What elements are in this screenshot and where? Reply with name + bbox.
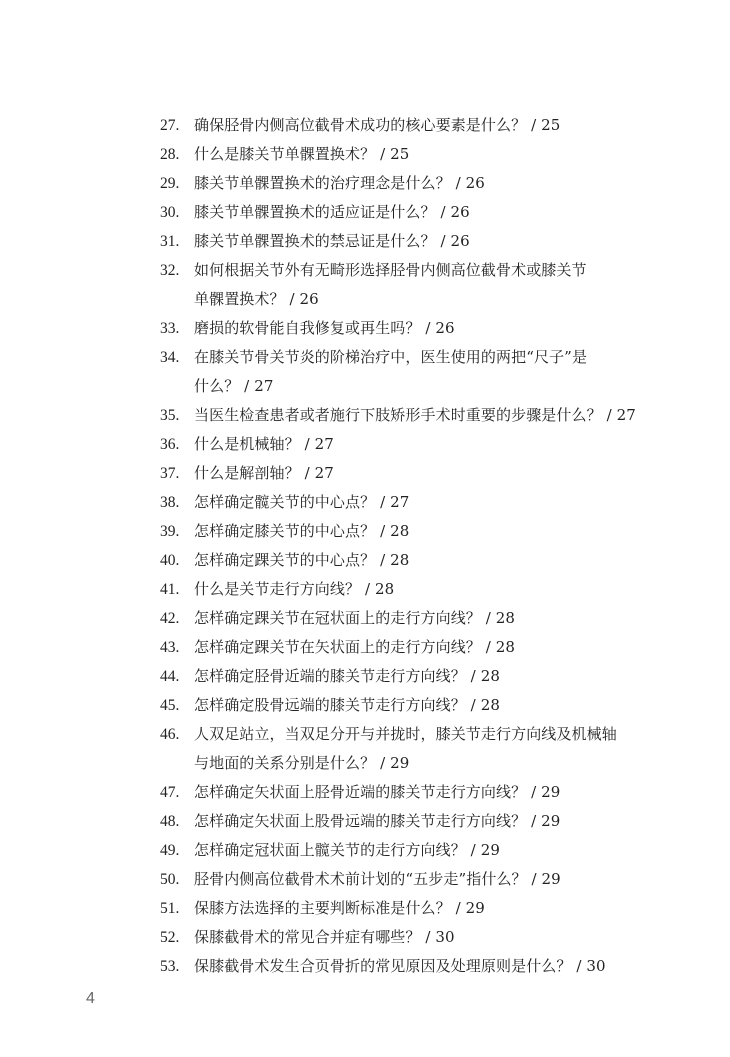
toc-entry (0, 807, 730, 836)
toc-entry (0, 923, 730, 952)
toc-entry-number: 46. (160, 726, 180, 743)
toc-entry-title: 怎样确定矢状面上股骨远端的膝关节走行方向线？ / 29 (194, 812, 561, 830)
toc-entry-number: 44. (160, 668, 180, 685)
toc-entry-number: 32. (160, 262, 180, 279)
toc-entry-line (0, 662, 730, 691)
toc-entry-number: 31. (160, 233, 180, 250)
toc-entry-title: 膝关节单髁置换术的适应证是什么？ / 26 (194, 203, 470, 221)
toc-entry (0, 430, 730, 459)
toc-entry-number: 30. (160, 204, 180, 221)
toc-entry-line (0, 604, 730, 633)
toc-entry-line (0, 314, 730, 343)
toc-entry-title: 怎样确定踝关节在矢状面上的走行方向线？ / 28 (194, 638, 516, 656)
toc-entry-line (0, 111, 730, 140)
toc-entry-line (0, 807, 730, 836)
toc-entry-number: 29. (160, 175, 180, 192)
toc-entry-title: 保膝截骨术发生合页骨折的常见原因及处理原则是什么？ / 30 (194, 957, 606, 975)
toc-entry-line (0, 343, 730, 372)
toc-entry-number: 42. (160, 610, 180, 627)
toc-entry-title: 当医生检查患者或者施行下肢矫形手术时重要的步骤是什么？ / 27 (194, 406, 636, 424)
toc-entry-title: 怎样确定踝关节的中心点？ / 28 (194, 551, 410, 569)
toc-entry-title: 怎样确定矢状面上胫骨近端的膝关节走行方向线？ / 29 (194, 783, 561, 801)
toc-entry-line (0, 401, 730, 430)
toc-entry-number: 52. (160, 929, 180, 946)
toc-entry-line (0, 256, 730, 285)
toc-entry-title: 怎样确定股骨远端的膝关节走行方向线？ / 28 (194, 696, 500, 714)
toc-entry-title: 怎样确定髋关节的中心点？ / 27 (194, 493, 410, 511)
toc-entry-number: 28. (160, 146, 180, 163)
toc-entry-title: 保膝方法选择的主要判断标准是什么？ / 29 (194, 899, 485, 917)
toc-entry-line (0, 285, 730, 314)
toc-entry-number: 47. (160, 784, 180, 801)
toc-entry-title: 单髁置换术？ / 26 (194, 290, 319, 308)
toc-entry-number: 38. (160, 494, 180, 511)
toc-entry-title: 怎样确定膝关节的中心点？ / 28 (194, 522, 410, 540)
toc-entry (0, 894, 730, 923)
toc-entry-title: 保膝截骨术的常见合并症有哪些？ / 30 (194, 928, 455, 946)
toc-entry (0, 256, 730, 314)
toc-entry-line (0, 778, 730, 807)
toc-entry-line (0, 923, 730, 952)
toc-entry-line (0, 372, 730, 401)
toc-entry-line (0, 198, 730, 227)
toc-entry-line (0, 488, 730, 517)
toc-entry-line (0, 720, 730, 749)
toc-entry-number: 39. (160, 523, 180, 540)
toc-entry-number: 41. (160, 581, 180, 598)
toc-entry-number: 40. (160, 552, 180, 569)
toc-entry-number: 49. (160, 842, 180, 859)
toc-entry (0, 517, 730, 546)
toc-entry-line (0, 459, 730, 488)
toc-entry-line (0, 575, 730, 604)
toc-entry-title: 如何根据关节外有无畸形选择胫骨内侧高位截骨术或膝关节 (194, 261, 587, 279)
toc-entry-line (0, 691, 730, 720)
toc-entry (0, 952, 730, 981)
toc-entry-line (0, 952, 730, 981)
table-of-contents (0, 111, 730, 981)
toc-entry-line (0, 169, 730, 198)
toc-entry (0, 662, 730, 691)
toc-entry-line (0, 633, 730, 662)
toc-entry (0, 140, 730, 169)
toc-entry (0, 575, 730, 604)
toc-entry-line (0, 836, 730, 865)
toc-entry-number: 27. (160, 117, 180, 134)
toc-entry-line (0, 546, 730, 575)
toc-entry-number: 53. (160, 958, 180, 975)
toc-entry (0, 343, 730, 401)
toc-entry-title: 怎样确定踝关节在冠状面上的走行方向线？ / 28 (194, 609, 516, 627)
toc-entry (0, 111, 730, 140)
toc-entry-title: 与地面的关系分别是什么？ / 29 (194, 754, 410, 772)
toc-entry-title: 什么是关节走行方向线？ / 28 (194, 580, 395, 598)
toc-entry (0, 459, 730, 488)
toc-entry-number: 43. (160, 639, 180, 656)
toc-entry-line (0, 865, 730, 894)
toc-entry-title: 什么是解剖轴？ / 27 (194, 464, 334, 482)
toc-entry-line (0, 140, 730, 169)
toc-entry-title: 什么是膝关节单髁置换术？ / 25 (194, 145, 410, 163)
toc-entry (0, 778, 730, 807)
toc-entry-number: 33. (160, 320, 180, 337)
toc-entry (0, 604, 730, 633)
toc-entry (0, 401, 730, 430)
toc-entry-line (0, 749, 730, 778)
toc-entry-title: 什么是机械轴？ / 27 (194, 435, 334, 453)
toc-entry-number: 48. (160, 813, 180, 830)
toc-entry (0, 227, 730, 256)
toc-entry-number: 34. (160, 349, 180, 366)
toc-entry-title: 胫骨内侧高位截骨术术前计划的“五步走”指什么？ / 29 (194, 870, 561, 888)
toc-entry (0, 488, 730, 517)
toc-entry (0, 836, 730, 865)
toc-entry-title: 怎样确定胫骨近端的膝关节走行方向线？ / 28 (194, 667, 500, 685)
toc-entry-line (0, 430, 730, 459)
toc-entry-number: 45. (160, 697, 180, 714)
toc-entry (0, 865, 730, 894)
toc-entry-title: 在膝关节骨关节炎的阶梯治疗中，医生使用的两把“尺子”是 (194, 348, 588, 366)
toc-entry-title: 确保胫骨内侧高位截骨术成功的核心要素是什么？ / 25 (194, 116, 561, 134)
toc-entry-number: 50. (160, 871, 180, 888)
toc-entry (0, 720, 730, 778)
toc-entry-line (0, 227, 730, 256)
toc-entry-number: 36. (160, 436, 180, 453)
toc-entry-number: 35. (160, 407, 180, 424)
toc-entry-title: 怎样确定冠状面上髋关节的走行方向线？ / 29 (194, 841, 500, 859)
toc-entry-title: 膝关节单髁置换术的治疗理念是什么？ / 26 (194, 174, 485, 192)
toc-entry-title: 磨损的软骨能自我修复或再生吗？ / 26 (194, 319, 455, 337)
toc-entry-line (0, 517, 730, 546)
toc-entry-title: 人双足站立，当双足分开与并拢时，膝关节走行方向线及机械轴 (194, 725, 617, 743)
page-number: 4 (86, 990, 95, 1007)
toc-entry (0, 691, 730, 720)
toc-entry-title: 什么？ / 27 (194, 377, 274, 395)
toc-entry (0, 633, 730, 662)
toc-entry-number: 51. (160, 900, 180, 917)
toc-entry (0, 546, 730, 575)
toc-entry-number: 37. (160, 465, 180, 482)
toc-entry (0, 169, 730, 198)
toc-entry-title: 膝关节单髁置换术的禁忌证是什么？ / 26 (194, 232, 470, 250)
toc-entry (0, 198, 730, 227)
toc-entry-line (0, 894, 730, 923)
toc-entry (0, 314, 730, 343)
